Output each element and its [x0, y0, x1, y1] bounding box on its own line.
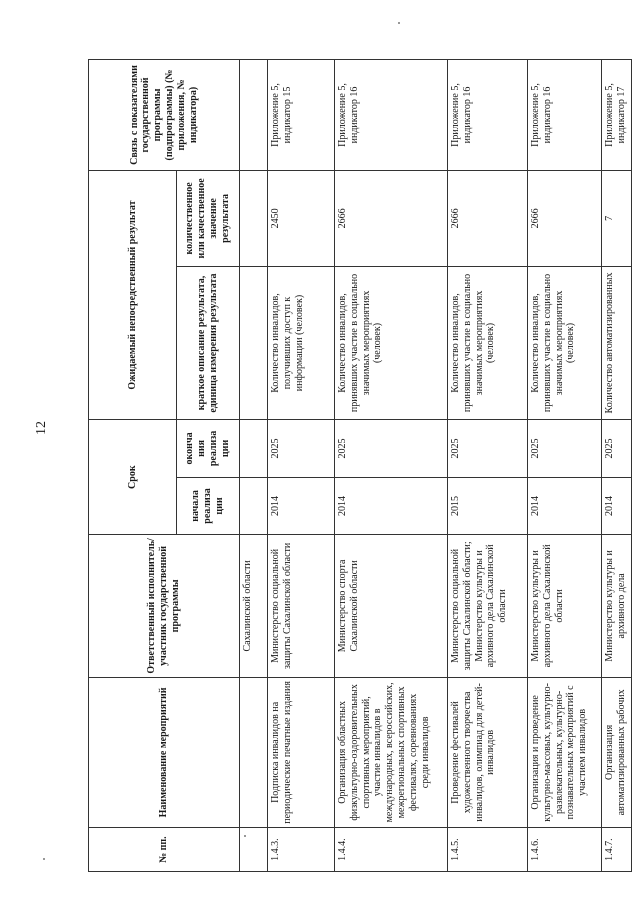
cell-name: Организация автоматизированных рабочих — [602, 677, 632, 828]
cell-desc: Количество инвалидов, принявших участие в социально значимых мероприятиях (человек) — [528, 266, 602, 419]
cell-num: 1.4.3. — [268, 828, 335, 872]
header-name: Наименование мероприятий — [89, 677, 240, 828]
cell-num: 1.4.7. — [602, 828, 632, 872]
cell-end: 2025 — [335, 420, 448, 478]
scan-speck — [398, 22, 400, 24]
cell-name: Подписка инвалидов на периодические печатные издания — [268, 677, 335, 828]
cell-start: 2014 — [528, 477, 602, 535]
cell-value: 2450 — [268, 170, 335, 266]
cell-name: Организация и проведение культурно-массовых, культурно-развлекательных, культурно-познавательных мероприятий с участием инвалидов — [528, 677, 602, 828]
header-row — [89, 60, 177, 872]
cell-responsible: Сахалинской области — [240, 535, 268, 677]
cell-responsible: Министерство спорта Сахалинской области — [335, 535, 448, 677]
cell-desc: Количество инвалидов, получивших доступ к информации (человек) — [268, 266, 335, 419]
cell-value: 2666 — [448, 170, 528, 266]
table-row — [602, 60, 632, 872]
page-number: 12 — [34, 421, 49, 435]
cell-end: 2025 — [268, 420, 335, 478]
cell-link: Приложение 5, индикатор 15 — [268, 60, 335, 171]
cell-link: Приложение 5, индикатор 17 — [602, 60, 632, 171]
header-result-desc: краткое описание результата, единица измерения результата — [177, 266, 240, 419]
cell-name: Организация областных физкультурно-оздоровительных спортивных мероприятий, участие инвалидов в международных, всероссийских, межрегиональных спортивных фестивалях, соревнованиях среди инвалидов — [335, 677, 448, 828]
table-row — [240, 60, 268, 872]
header-term: Срок — [89, 420, 177, 535]
cell-responsible: Министерство культуры и архивного дела — [602, 535, 632, 677]
cell-value: 2666 — [335, 170, 448, 266]
cell-desc: Количество автоматизированных — [602, 266, 632, 419]
cell-end: 2025 — [528, 420, 602, 478]
cell-desc: Количество инвалидов, принявших участие в социально значимых мероприятиях (человек) — [335, 266, 448, 419]
cell-value: 7 — [602, 170, 632, 266]
cell-end: 2025 — [448, 420, 528, 478]
header-term-start: начала реализа ции — [177, 477, 240, 535]
activities-table — [88, 59, 632, 872]
header-term-end: оконча ния реализа ции — [177, 420, 240, 478]
cell-responsible: Министерство культуры и архивного дела Сахалинской области — [528, 535, 602, 677]
cell-responsible: Министерство социальной защиты Сахалинской области; Министерство культуры и архивного дела Сахалинской области — [448, 535, 528, 677]
header-num: № пп. — [89, 828, 240, 872]
header-responsible: Ответственный исполнитель/участник государственной программы — [89, 535, 240, 677]
cell-link: Приложение 5, индикатор 16 — [448, 60, 528, 171]
header-result: Ожидаемый непосредственный результат — [89, 170, 177, 419]
cell-num: 1.4.6. — [528, 828, 602, 872]
table-row — [528, 60, 602, 872]
cell-start: 2014 — [268, 477, 335, 535]
cell-end: 2025 — [602, 420, 632, 478]
table-row — [448, 60, 528, 872]
header-result-value: количественное или качественное значение результата — [177, 170, 240, 266]
cell-responsible: Министерство социальной защиты Сахалинской области — [268, 535, 335, 677]
cell-start: 2014 — [602, 477, 632, 535]
header-link: Связь с показателями государственной программы (подпрограммы) (№ приложения, № индикатора) — [89, 60, 240, 171]
cell-start: 2014 — [335, 477, 448, 535]
rotated-table-container — [88, 59, 627, 872]
cell-link: Приложение 5, индикатор 16 — [528, 60, 602, 171]
table-row — [335, 60, 448, 872]
cell-value: 2666 — [528, 170, 602, 266]
cell-link: Приложение 5, индикатор 16 — [335, 60, 448, 171]
cell-name: Проведение фестивалей художественного творчества инвалидов, олимпиад для детей-инвалидов — [448, 677, 528, 828]
cell-start: 2015 — [448, 477, 528, 535]
cell-num: 1.4.4. — [335, 828, 448, 872]
table-row — [268, 60, 335, 872]
cell-num: 1.4.5. — [448, 828, 528, 872]
cell-desc: Количество инвалидов, принявших участие в социально значимых мероприятиях (человек) — [448, 266, 528, 419]
scan-speck — [43, 858, 45, 860]
